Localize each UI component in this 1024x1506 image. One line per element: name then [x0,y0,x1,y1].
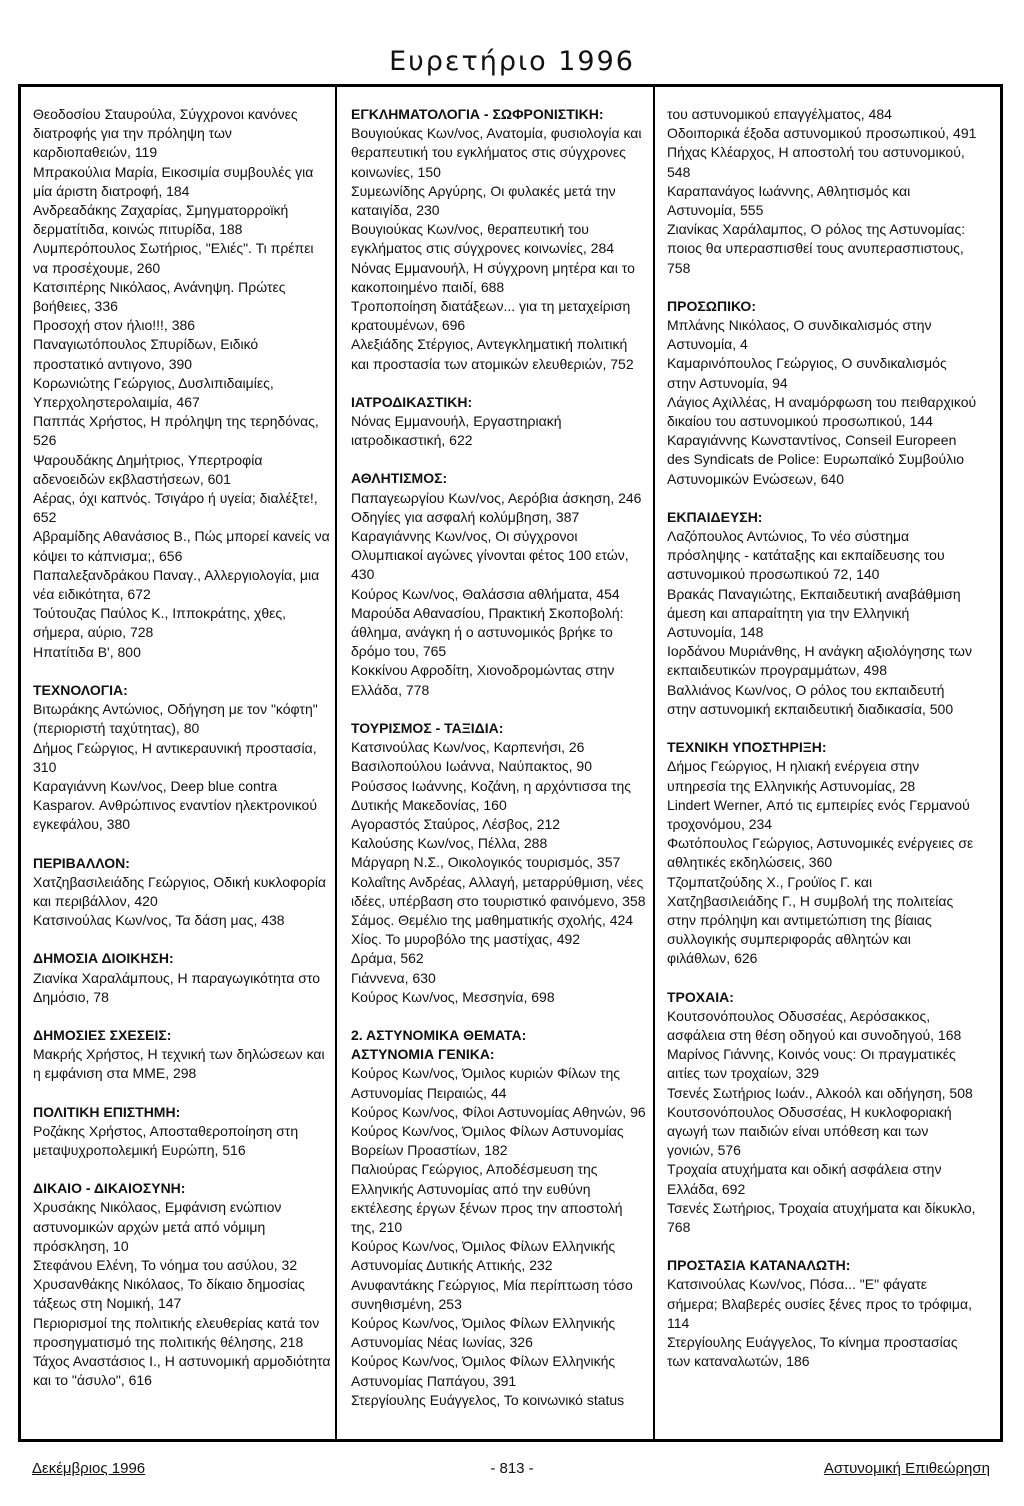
index-entry: Ροζάκης Χρήστος, Αποσταθεροποίηση στη μεταψυχροπολεμική Ευρώπη, 516 [33,1122,299,1158]
section-heading: ΤΕΧΝΙΚΗ ΥΠΟΣΤΗΡΙΞΗ: [667,739,827,756]
index-entry: Λυμπερόπουλος Σωτήριος, "Ελιές". Τι πρέπει να προσέχουμε, 260 [33,240,314,276]
section-heading: ΠΟΛΙΤΙΚΗ ΕΠΙΣΤΗΜΗ: [33,1103,181,1120]
index-entry: Οδηγίες για ασφαλή κολύμβηση, 387 [351,508,580,525]
index-entry: Κούρος Κων/νος, Μεσσηνία, 698 [351,988,555,1005]
index-entry: Παλιούρας Γεώργιος, Αποδέσμευση της Ελληνικής Αστυνομίας από την ευθύνη εκτέλεσης έργων ξένων προς την αποστολή της, 210 [351,1161,623,1235]
column-divider [335,87,337,1439]
section-heading: ΔΗΜΟΣΙΕΣ ΣΧΕΣΕΙΣ: [33,1026,172,1043]
column-divider [653,87,655,1439]
index-entry: Βουγιούκας Κων/νος, Ανατομία, φυσιολογία και θεραπευτική του εγκλήματος στις σύγχρονες κοινωνίες, 150 [351,125,642,180]
index-entry: Κούρος Κων/νος, Θαλάσσια αθλήματα, 454 [351,585,620,602]
index-column-3 [667,105,977,1371]
index-entry: Lindert Werner, Από τις εμπειρίες ενός Γερμανού τροχονόμου, 234 [667,796,970,832]
section-heading: 2. ΑΣΤΥΝΟΜΙΚΑ ΘΕΜΑΤΑ: [351,1026,527,1043]
index-entry: Κούρος Κων/νος, Όμιλος Φίλων Ελληνικής Αστυνομίας Παπάγου, 391 [351,1353,616,1389]
index-entry: Κούρος Κων/νος, Όμιλος Φίλων Αστυνομίας Βορείων Προαστίων, 182 [351,1122,624,1159]
section-heading: ΑΘΛΗΤΙΣΜΟΣ: [351,470,448,487]
index-entry: Κούρος Κων/νος, Όμιλος κυριών Φίλων της Αστυνομίας Πειραιώς, 44 [351,1065,621,1101]
index-entry: Ρούσσος Ιωάννης, Κοζάνη, η αρχόντισσα της Δυτικής Μακεδονίας, 160 [351,777,632,813]
index-entry: Καλούσης Κων/νος, Πέλλα, 288 [351,835,548,852]
section-heading: ΤΕΧΝΟΛΟΓΙΑ: [33,681,128,698]
index-entry: Ζιανίκα Χαραλάμπους, Η παραγωγικότητα στο Δημόσιο, 78 [33,969,321,1005]
index-entry: Πήχας Κλέαρχος, Η αποστολή του αστυνομικού, 548 [667,144,965,180]
index-entry: Τροποποίηση διατάξεων... για τη μεταχείριση κρατουμένων, 696 [351,298,631,334]
index-entry: Θεοδοσίου Σταυρούλα, Σύγχρονοι κανόνες διατροφής για την πρόληψη των καρδιοπαθειών, 119 [33,106,298,161]
index-entry: Μπρακούλια Μαρία, Εικοσιμία συμβουλές για μία άριστη διατροφή, 184 [33,163,314,199]
index-entry: Στεφάνου Ελένη, Το νόημα του ασύλου, 32 [33,1256,298,1273]
index-entry: Κολαΐτης Ανδρέας, Αλλαγή, μεταρρύθμιση, νέες ιδέες, υπέρβαση στο τουριστικό φαινόμενο, 358 [351,873,646,909]
index-entry: Δήμος Γεώργιος, Η αντικεραυνική προστασία, 310 [33,739,317,775]
index-entry: Κορωνιώτης Γεώργιος, Δυσλιπιδαιμίες, Υπερχοληστερολαιμία, 467 [33,374,274,411]
index-entry: Μάργαρη Ν.Σ., Οικολογικός τουρισμός, 357 [351,854,621,871]
page-title: Ευρετήριο 1996 [389,46,635,77]
index-entry: του αστυνομικού επαγγέλματος, 484 [667,106,892,122]
index-entry: Τάχος Αναστάσιος Ι., Η αστυνομική αρμοδιότητα και το "άσυλο", 616 [33,1352,331,1389]
index-entry: Χρυσανθάκης Νικόλαος, Το δίκαιο δημοσίας τάξεως στη Νομική, 147 [33,1276,305,1312]
index-entry: Αλεξιάδης Στέργιος, Αντεγκληματική πολιτική και προστασία των ατομικών ελευθεριών, 752 [351,336,634,372]
index-entry: Τσενές Σωτήριος Ιωάν., Αλκοόλ και οδήγηση, 508 [667,1084,973,1101]
section-heading: ΔΗΜΟΣΙΑ ΔΙΟΙΚΗΣΗ: [33,950,174,967]
index-entry: Στεργίουλης Ευάγγελος, Το κοινωνικό status [351,1391,625,1408]
section-heading: ΑΣΤΥΝΟΜΙΑ ΓΕΝΙΚΑ: [351,1046,495,1063]
index-entry: Δράμα, 562 [351,950,424,967]
index-entry: Μπλάνης Νικόλαος, Ο συνδικαλισμός στην Αστυνομία, 4 [667,317,932,353]
index-entry: Κούρος Κων/νος, Όμιλος Φίλων Ελληνικής Αστυνομίας Δυτικής Αττικής, 232 [351,1238,616,1274]
index-entry: Στεργίουλης Ευάγγελος, Το κίνημα προστασίας των καταναλωτών, 186 [667,1333,958,1370]
index-entry: Σάμος. Θεμέλιο της μαθηματικής σχολής, 424 [351,911,634,928]
index-entry: Καραγιάννης Κωνσταντίνος, Conseil Europeen des Syndicats de Police: Ευρωπαϊκό Συμβούλιο Αστυνομικών Ενώσεων, 640 [667,432,965,487]
index-entry: Μακρής Χρήστος, Η τεχνική των δηλώσεων και η εμφάνιση στα ΜΜΕ, 298 [33,1046,325,1082]
index-entry: Κατσιπέρης Νικόλαος, Ανάνηψη. Πρώτες βοήθειες, 336 [33,278,286,315]
index-entry: Τούτουζας Παύλος Κ., Ιπποκράτης, χθες, σήμερα, αύριο, 728 [33,605,286,641]
index-entry: Νόνας Εμμανουήλ, Η σύγχρονη μητέρα και το κακοποιημένο παιδί, 688 [351,259,635,295]
index-entry: Κατσινούλας Κων/νος, Τα δάση μας, 438 [33,912,285,929]
index-entry: Καραγιάννης Κων/νος, Οι σύγχρονοι Ολυμπιακοί αγώνες γίνονται φέτος 100 ετών, 430 [351,528,629,583]
index-frame [18,84,1003,1442]
index-entry: Συμεωνίδης Αργύρης, Οι φυλακές μετά την καταιγίδα, 230 [351,182,616,219]
section-heading: ΠΡΟΣΩΠΙΚΟ: [667,297,756,314]
index-entry: Ηπατίτιδα Β', 800 [33,643,141,660]
index-entry: Παπαγεωργίου Κων/νος, Αερόβια άσκηση, 246 [351,489,642,506]
index-entry: Οδοιπορικά έξοδα αστυνομικού προσωπικού, 491 [667,125,977,142]
footer-date: Δεκέμβριος 1996 [32,1460,146,1477]
index-entry: Νόνας Εμμανουήλ, Εργαστηριακή ιατροδικαστική, 622 [351,413,562,449]
section-heading: ΤΟΥΡΙΣΜΟΣ - ΤΑΞΙΔΙΑ: [351,719,504,736]
index-entry: Ζιανίκας Χαράλαμπος, Ο ρόλος της Αστυνομίας: ποιος θα υπερασπισθεί τους ανυπερασπιστους, 758 [667,221,966,276]
index-entry: Αβραμίδης Αθανάσιος Β., Πώς μπορεί κανείς να κόψει το κάπνισμα;, 656 [33,528,330,564]
index-entry: Καραγιάννη Κων/νος, Deep blue contra Kasparov. Ανθρώπινος εναντίον ηλεκτρονικού εγκεφάλου, 380 [33,777,317,833]
index-entry: Ανδρεαδάκης Ζαχαρίας, Σμηγματορροϊκή δερματίτιδα, κοινώς πιτυρίδα, 188 [33,202,289,238]
section-heading: ΕΓΚΛΗΜΑΤΟΛΟΓΙΑ - ΣΩΦΡΟΝΙΣΤΙΚΗ: [351,106,604,122]
page-number: - 813 - [490,1460,534,1477]
index-entry: Κατσινούλας Κων/νος, Πόσα... "Ε" φάγατε σήμερα; Βλαβερές ουσίες ξένες προς το τρόφιμα, 114 [667,1276,972,1331]
index-entry: Δήμος Γεώργιος, Η ηλιακή ενέργεια στην υπηρεσία της Ελληνικής Αστυνομίας, 28 [667,758,920,794]
index-entry: Βουγιούκας Κων/νος, θεραπευτική του εγκλήματος στις σύγχρονες κοινωνίες, 284 [351,221,615,257]
index-entry: Φωτόπουλος Γεώργιος, Αστυνομικές ενέργειες σε αθλητικές εκδηλώσεις, 360 [667,835,974,871]
index-entry: Μαρίνος Γιάννης, Κοινός νους: Οι πραγματικές αιτίες των τροχαίων, 329 [667,1046,956,1082]
index-entry: Λάγιος Αχιλλέας, Η αναμόρφωση του πειθαρχικού δικαίου του αστυνομικού προσωπικού, 144 [667,393,977,430]
index-entry: Χατζηβασιλειάδης Γεώργιος, Οδική κυκλοφορία και περιβάλλον, 420 [33,873,327,909]
index-entry: Κουτσονόπουλος Οδυσσέας, Αερόσακκος, ασφάλεια στη θέση οδηγού και συνοδηγού, 168 [667,1007,962,1043]
section-heading: ΙΑΤΡΟΔΙΚΑΣΤΙΚΗ: [351,393,473,410]
index-entry: Προσοχή στον ήλιο!!!, 386 [33,317,196,334]
index-entry: Αέρας, όχι καπνός. Τσιγάρο ή υγεία; διαλέξτε!, 652 [33,490,318,526]
index-entry: Γιάννενα, 630 [351,969,436,986]
section-heading: ΤΡΟΧΑΙΑ: [667,988,734,1005]
index-entry: Κοκκίνου Αφροδίτη, Χιονοδρομώντας στην Ελλάδα, 778 [351,662,615,698]
index-entry: Ιορδάνου Μυριάνθης, Η ανάγκη αξιολόγησης των εκπαιδευτικών προγραμμάτων, 498 [667,643,972,679]
index-entry: Τσενές Σωτήριος, Τροχαία ατυχήματα και δίκυκλο, 768 [667,1199,976,1235]
index-column-1 [33,105,331,1390]
index-entry: Ανυφαντάκης Γεώργιος, Μία περίπτωση τόσο συνηθισμένη, 253 [351,1276,633,1312]
section-heading: ΔΙΚΑΙΟ - ΔΙΚΑΙΟΣΥΝΗ: [33,1180,186,1197]
index-column-2 [351,105,647,1410]
index-entry: Τροχαία ατυχήματα και οδική ασφάλεια στην Ελλάδα, 692 [667,1161,942,1197]
index-entry: Καραπανάγος Ιωάννης, Αθλητισμός και Αστυνομία, 555 [667,182,911,219]
index-entry: Παναγιωτόπουλος Σπυρίδων, Ειδικό προστατικό αντιγονο, 390 [33,336,259,372]
index-entry: Βαλλιάνος Κων/νος, Ο ρόλος του εκπαιδευτή στην αστυνομική εκπαιδευτική διαδικασία, 500 [667,681,954,717]
index-entry: Βασιλοπούλου Ιωάννα, Ναύπακτος, 90 [351,758,593,775]
page-footer [0,1460,1024,1486]
index-entry: Βιτωράκης Αντώνιος, Οδήγηση με τον "κόφτη" (περιοριστή ταχύτητας), 80 [33,701,318,737]
index-entry: Βρακάς Παναγιώτης, Εκπαιδευτική αναβάθμιση άμεση και απαραίτητη για την Ελληνική Αστυνομία, 148 [667,585,961,641]
section-heading: ΕΚΠΑΙΔΕΥΣΗ: [667,508,763,525]
index-entry: Ψαρουδάκης Δημήτριος, Υπερτροφία αδενοειδών εκβλαστήσεων, 601 [33,451,263,487]
index-entry: Κουτσονόπουλος Οδυσσέας, Η κυκλοφοριακή αγωγή των παιδιών είναι υπόθεση και των γονιών, 576 [667,1103,952,1159]
index-entry: Λαζόπουλος Αντώνιος, Το νέο σύστημα πρόσληψης - κατάταξης και εκπαίδευσης του αστυνομικού προσωπικού 72, 140 [667,528,945,583]
index-entry: Κατσινούλας Κων/νος, Καρπενήσι, 26 [351,739,585,756]
index-entry: Χρυσάκης Νικόλαος, Εμφάνιση ενώπιον αστυνομικών αρχών μετά από νόμιμη πρόσκληση, 10 [33,1199,282,1254]
index-entry: Χίος. Το μυροβόλο της μαστίχας, 492 [351,931,581,948]
index-entry: Μαρούδα Αθανασίου, Πρακτική Σκοποβολή: άθλημα, ανάγκη ή ο αστυνομικός βρήκε το δρόμο του, 765 [351,604,624,660]
index-entry: Αγοραστός Σταύρος, Λέσβος, 212 [351,815,561,832]
index-entry: Κούρος Κων/νος, Όμιλος Φίλων Ελληνικής Αστυνομίας Νέας Ιωνίας, 326 [351,1314,616,1351]
index-entry: Περιορισμοί της πολιτικής ελευθερίας κατά τον προσηγματισμό της πολιτικής θέλησης, 218 [33,1314,320,1350]
index-entry: Τζομπατζούδης Χ., Γρούϊος Γ. και Χατζηβασιλειάδης Γ., Η συμβολή της πολιτείας στην πρόληψη και αντιμετώπιση της βίαιας συλλογικής συμπεριφοράς αθλητών και φιλάθλων, 626 [667,873,954,967]
index-entry: Κούρος Κων/νος, Φίλοι Αστυνομίας Αθηνών, 96 [351,1103,646,1120]
index-entry: Καμαρινόπουλος Γεώργιος, Ο συνδικαλισμός στην Αστυνομία, 94 [667,355,947,391]
section-heading: ΠΕΡΙΒΑΛΛΟΝ: [33,854,130,871]
section-heading: ΠΡΟΣΤΑΣΙΑ ΚΑΤΑΝΑΛΩΤΗ: [667,1257,851,1274]
index-entry: Παππάς Χρήστος, Η πρόληψη της τερηδόνας, 526 [33,413,319,449]
footer-publication: Αστυνομική Επιθεώρηση [823,1460,990,1477]
index-entry: Παπαλεξανδράκου Παναγ., Αλλεργιολογία, μια νέα ειδικότητα, 672 [33,566,320,603]
